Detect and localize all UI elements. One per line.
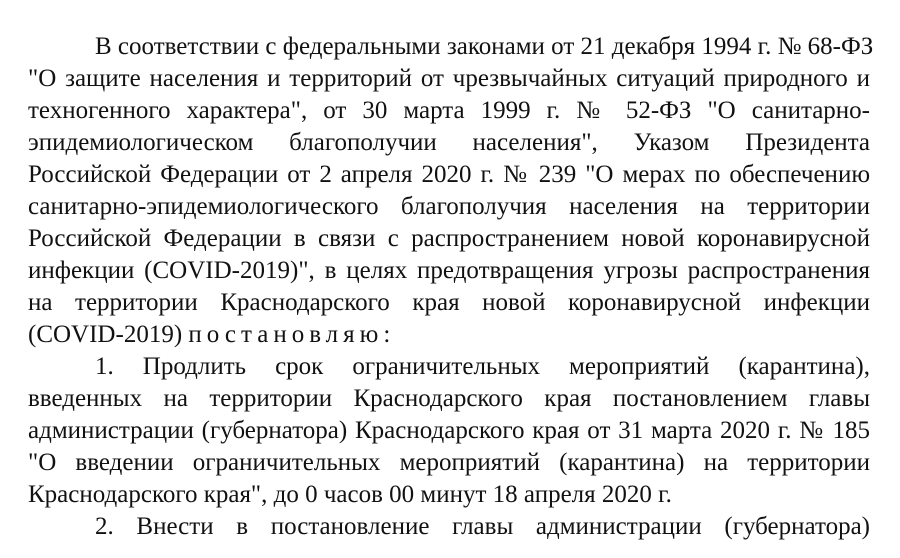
- document-line-15: Краснодарского края", до 0 часов 00 минут 18 апреля 2020 г.: [28, 481, 672, 508]
- document-line-10-text: (COVID-2019): [28, 321, 183, 348]
- document-line-8: инфекции (COVID-2019)", в целях предотвращения угрозы распространения: [28, 257, 870, 284]
- document-line-3: техногенного характера", от 30 марта 1999 г. № 52-ФЗ "О санитарно-: [28, 97, 870, 124]
- document-line-1: В соответствии с федеральными законами от 21 декабря 1994 г. № 68-ФЗ: [95, 33, 874, 60]
- document-line-5: Российской Федерации от 2 апреля 2020 г. № 239 "О мерах по обеспечению: [28, 161, 870, 188]
- document-line-13: администрации (губернатора) Краснодарского края от 31 марта 2020 г. № 185: [28, 417, 870, 444]
- document-line-10: [28, 320, 870, 350]
- document-line-4: эпидемиологическом благополучии населения", Указом Президента: [28, 129, 870, 156]
- document-line-14: "О введении ограничительных мероприятий (карантина) на территории: [28, 449, 870, 476]
- resolve-word: постановляю:: [188, 321, 396, 348]
- document-line-12: введенных на территории Краснодарского края постановлением главы: [28, 385, 870, 412]
- document-line-11: 1. Продлить срок ограничительных мероприятий (карантина),: [95, 353, 870, 380]
- document-line-6: санитарно-эпидемиологического благополучия населения на территории: [28, 193, 870, 220]
- document-line-9: на территории Краснодарского края новой коронавирусной инфекции: [28, 289, 870, 316]
- document-line-2: "О защите населения и территорий от чрезвычайных ситуаций природного и: [28, 65, 870, 92]
- document-line-16: 2. Внести в постановление главы администрации (губернатора): [95, 513, 870, 540]
- document-line-7: Российской Федерации в связи с распространением новой коронавирусной: [28, 225, 870, 252]
